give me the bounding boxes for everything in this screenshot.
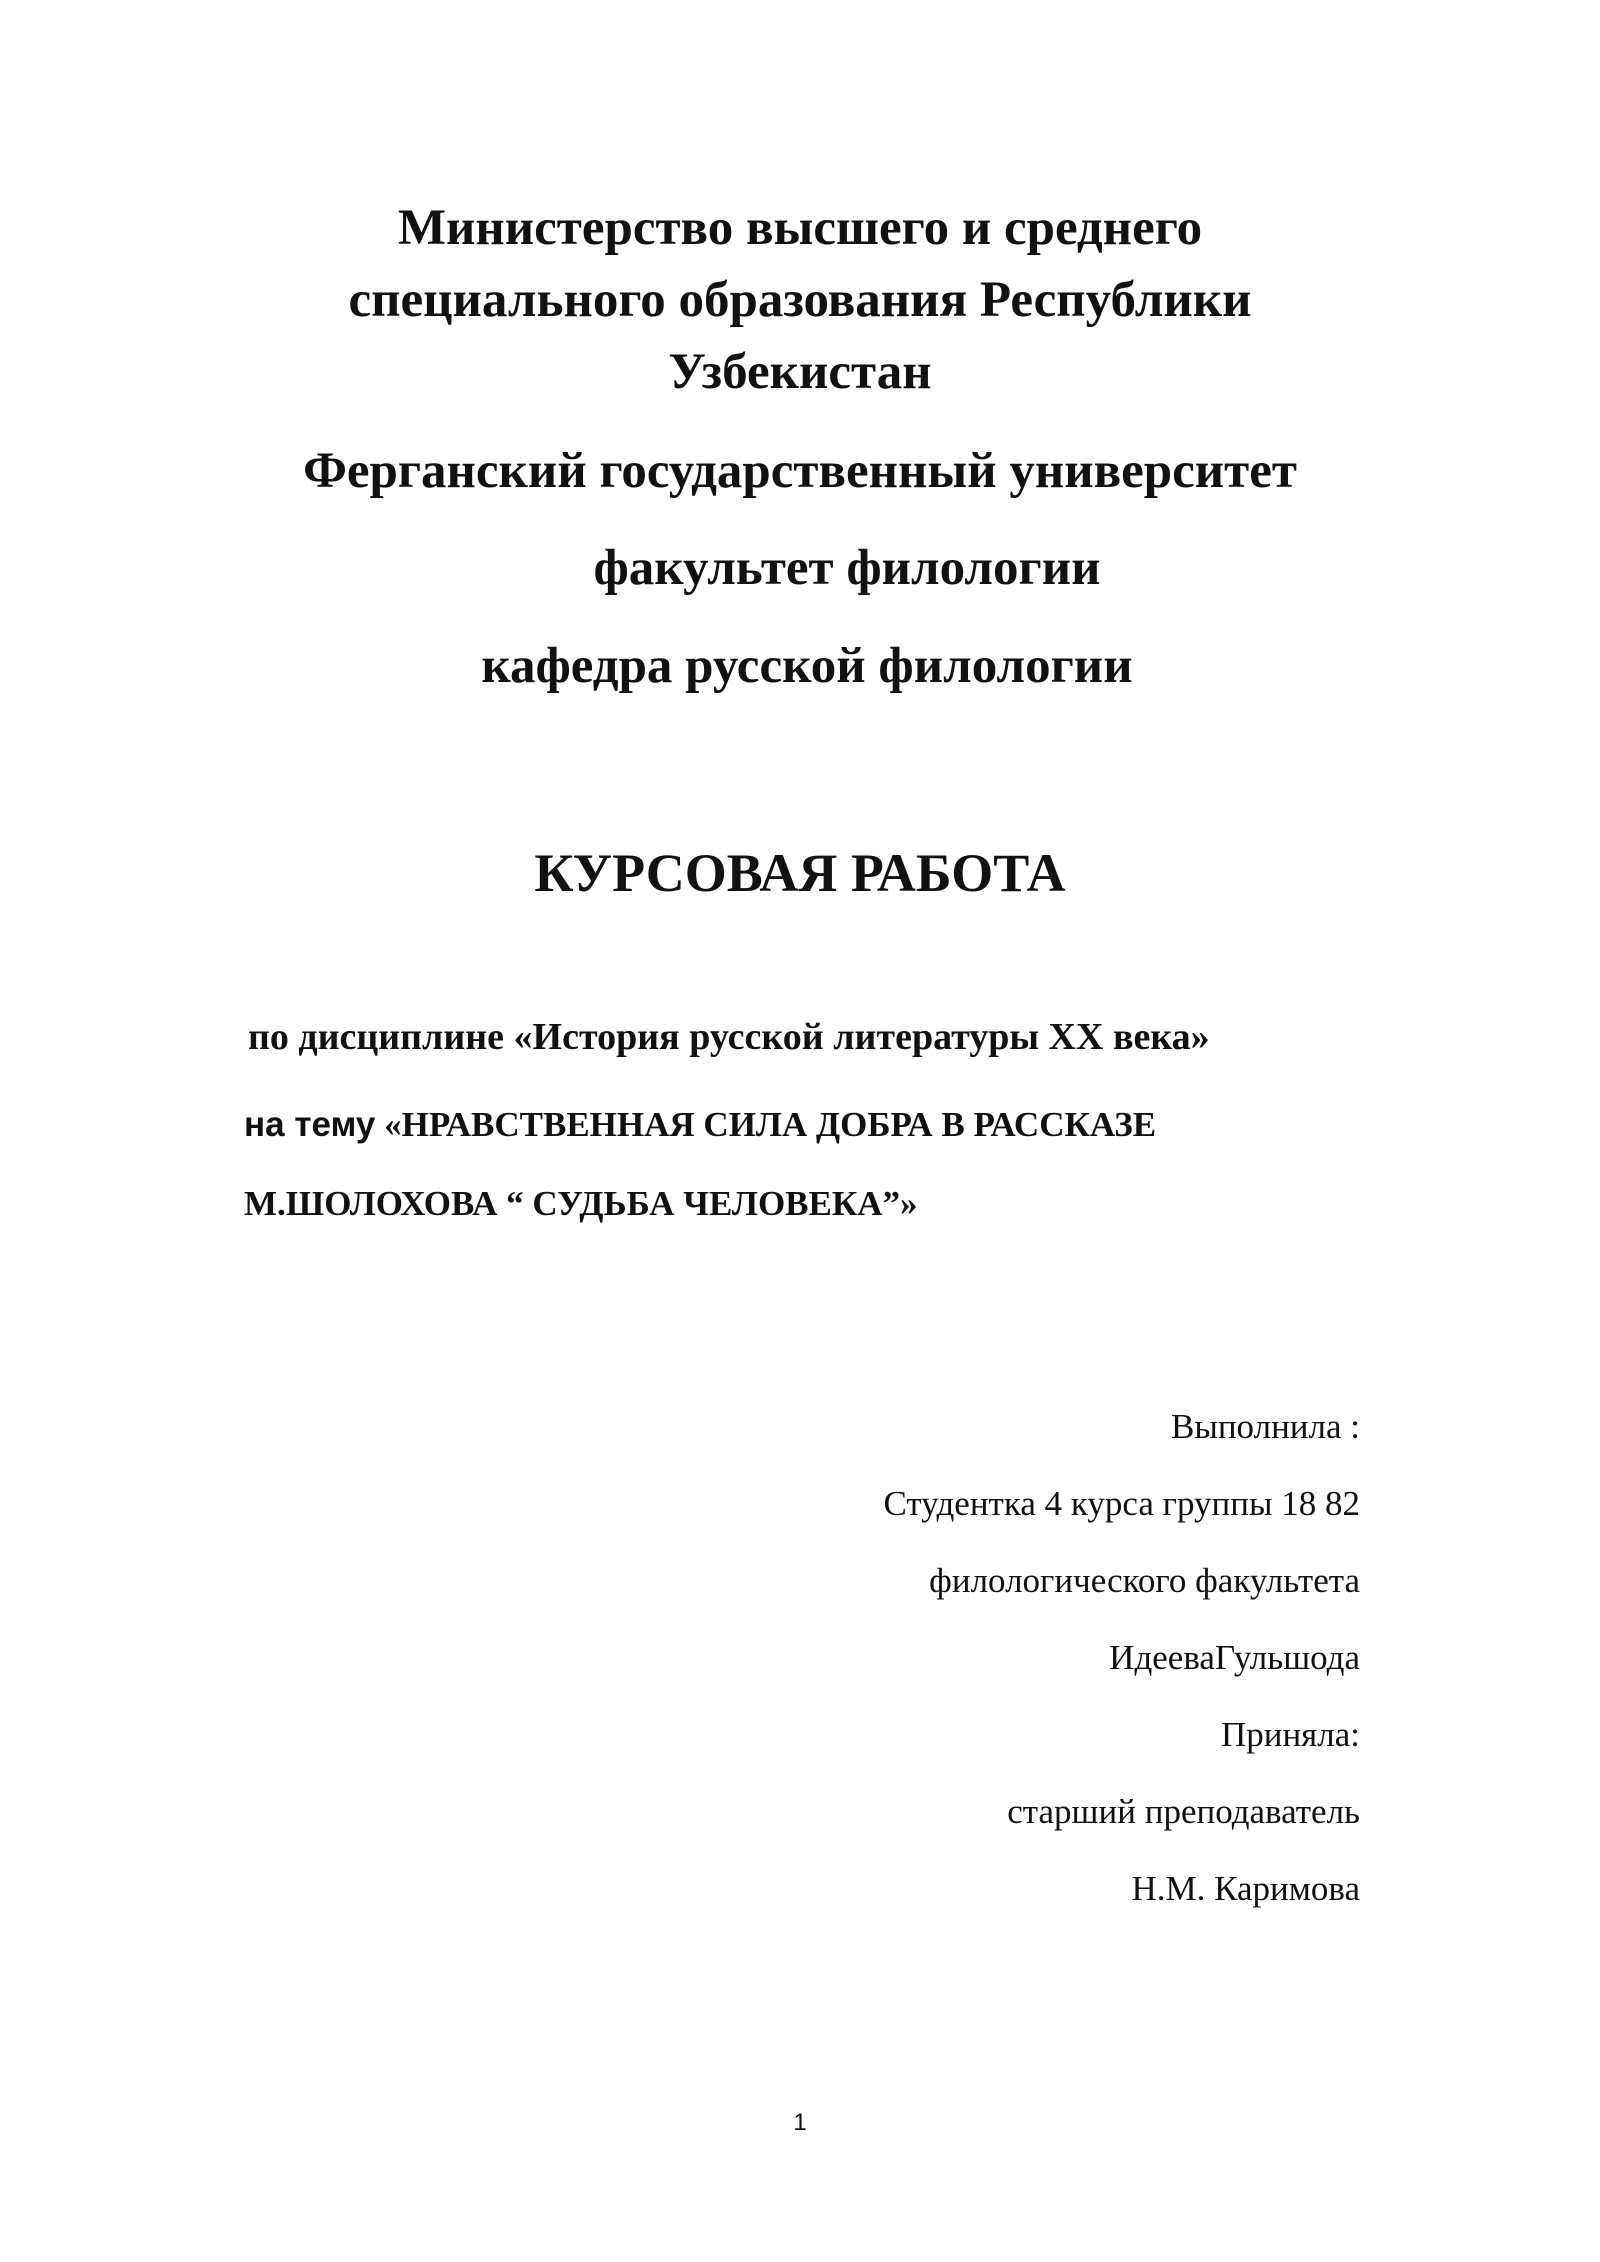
faculty-heading: факультет филологии [593, 540, 1101, 596]
subject-line: по дисциплине «История русской литературы XX века» [248, 1016, 1210, 1058]
performed-label: Выполнила : [1170, 1407, 1360, 1446]
ministry-heading [0, 192, 1600, 408]
student-faculty: филологического факультета [929, 1561, 1360, 1600]
topic-line [244, 1097, 1156, 1153]
ministry-line: специального образования Республики [348, 272, 1252, 328]
student-name: ИдееваГульшода [1109, 1638, 1360, 1677]
topic-title-part: «НРАВСТВЕННАЯ СИЛА ДОБРА В РАССКАЗЕ [375, 1105, 1157, 1144]
accepted-label: Приняла: [1220, 1715, 1360, 1754]
page-number: 1 [793, 2109, 807, 2136]
teacher-title: старший преподаватель [1007, 1792, 1360, 1831]
university-heading: Ферганский государственный университет [303, 443, 1297, 499]
ministry-line: Министерство высшего и среднего [397, 200, 1203, 256]
department-heading: кафедра русской филологии [481, 638, 1133, 694]
ministry-line: Узбекистан [668, 344, 932, 400]
topic-prefix: на тему [244, 1105, 376, 1144]
student-course: Студентка 4 курса группы 18 82 [883, 1484, 1360, 1523]
topic-line: М.ШОЛОХОВА “ СУДЬБА ЧЕЛОВЕКА”» [244, 1184, 918, 1223]
teacher-name: Н.М. Каримова [1131, 1869, 1360, 1908]
document-type-title: КУРСОВАЯ РАБОТА [534, 843, 1066, 903]
